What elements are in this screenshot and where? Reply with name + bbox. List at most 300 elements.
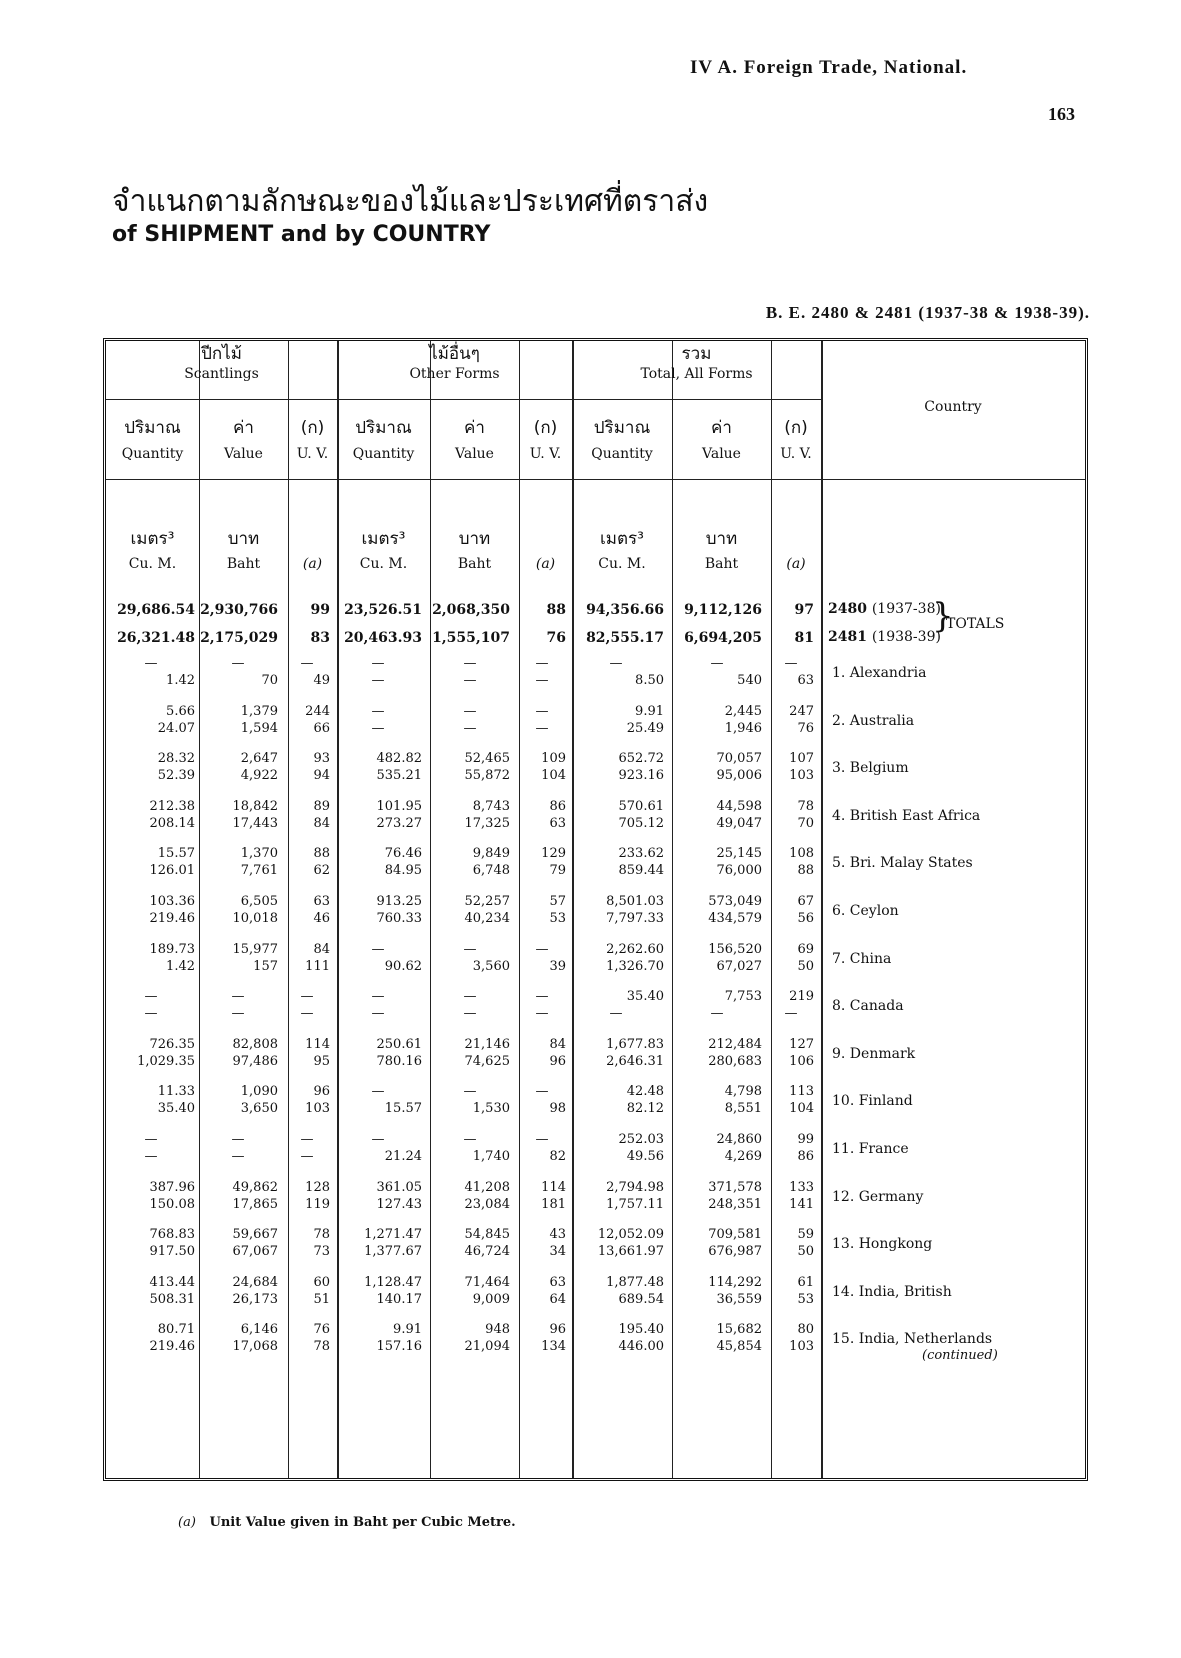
table-cell: 41,208 (464, 1180, 510, 1195)
table-cell: 114 (305, 1037, 330, 1052)
table-cell: 61 (797, 1275, 814, 1290)
table-cell: 3,560 (472, 959, 510, 974)
table-cell: 44,598 (716, 799, 762, 814)
table-cell: — (535, 704, 549, 719)
table-cell: 8,501.03 (606, 894, 664, 909)
table-cell: 9.91 (635, 704, 664, 719)
table-cell: 104 (789, 1101, 814, 1116)
table-cell: 9,009 (472, 1292, 510, 1307)
table-cell: 573,049 (708, 894, 762, 909)
table-cell: 482.82 (376, 751, 422, 766)
table-cell: 107 (789, 751, 814, 766)
country-name: 11. France (832, 1141, 909, 1157)
table-cell: 3,650 (240, 1101, 278, 1116)
table-cell: 917.50 (149, 1244, 195, 1259)
totals-year-2481: 2481 (1938-39) (828, 629, 941, 645)
table-cell: 10,018 (232, 911, 278, 926)
unit-qty-thai-1: เมตร³ (130, 529, 175, 549)
footnote-marker: (a) (178, 1515, 196, 1530)
table-cell: — (535, 721, 549, 736)
table-cell: — (609, 656, 623, 671)
table-cell: 127 (789, 1037, 814, 1052)
table-cell: 114,292 (708, 1275, 762, 1290)
table-cell: 93 (313, 751, 330, 766)
table-cell: 80.71 (157, 1322, 195, 1337)
table-cell: 8.50 (635, 673, 664, 688)
table-cell: — (463, 942, 477, 957)
table-cell: 60 (313, 1275, 330, 1290)
thai-title: จำแนกตามลักษณะของไม้และประเทศที่ตราส่ง (112, 184, 709, 219)
table-cell: 49 (313, 673, 330, 688)
table-cell: — (144, 989, 158, 1004)
table-cell: 17,325 (464, 816, 510, 831)
unit-val-en-2: Baht (457, 556, 492, 572)
table-cell: 15.57 (384, 1101, 422, 1116)
table-cell: 1,877.48 (606, 1275, 664, 1290)
country-name: 2. Australia (832, 713, 915, 729)
table-cell: — (300, 1006, 314, 1021)
table-cell: — (300, 1149, 314, 1164)
table-cell: 76 (313, 1322, 330, 1337)
table-cell: 98 (549, 1101, 566, 1116)
table-cell: 127.43 (376, 1197, 422, 1212)
table-cell: 1,090 (240, 1084, 278, 1099)
table-cell: 157.16 (376, 1339, 422, 1354)
table-cell: 84 (313, 816, 330, 831)
totals-year-2480: 2480 (1937-38) (828, 601, 941, 617)
table-cell: 26,173 (232, 1292, 278, 1307)
table-cell: 133 (789, 1180, 814, 1195)
table-cell: 1,530 (472, 1101, 510, 1116)
table-cell: — (231, 1132, 245, 1147)
table-cell: 46,724 (464, 1244, 510, 1259)
table-cell: 64 (549, 1292, 566, 1307)
table-cell: 676,987 (708, 1244, 762, 1259)
table-cell: 74,625 (464, 1054, 510, 1069)
table-cell: 1,594 (240, 721, 278, 736)
table-cell: 1,128.47 (364, 1275, 422, 1290)
country-name: 7. China (832, 951, 892, 967)
table-cell: 73 (313, 1244, 330, 1259)
table-cell: — (371, 1132, 385, 1147)
table-cell: 134 (541, 1339, 566, 1354)
table-cell: 35.40 (626, 989, 664, 1004)
table-cell: 45,854 (716, 1339, 762, 1354)
table-cell: 63 (797, 673, 814, 688)
page-number: 163 (1048, 104, 1075, 124)
subhead-value-thai-2: ค่า (464, 418, 485, 438)
table-cell: 2,646.31 (606, 1054, 664, 1069)
group-thai-scantlings: ปีกไม้ (201, 344, 242, 364)
table-cell: 36,559 (716, 1292, 762, 1307)
table-cell: 212,484 (708, 1037, 762, 1052)
table-cell: 40,234 (464, 911, 510, 926)
table-cell: 189.73 (149, 942, 195, 957)
table-cell: — (535, 989, 549, 1004)
table-cell: 2,445 (724, 704, 762, 719)
totals-cell: 26,321.48 (117, 630, 195, 646)
table-cell: 46 (313, 911, 330, 926)
unit-val-thai-1: บาท (227, 529, 260, 549)
table-cell: 760.33 (376, 911, 422, 926)
table-cell: — (535, 656, 549, 671)
table-cell: — (609, 1006, 623, 1021)
subhead-uv-thai-1: (ก) (300, 418, 325, 438)
unit-val-thai-2: บาท (458, 529, 491, 549)
table-cell: 21,146 (464, 1037, 510, 1052)
table-cell: 7,753 (724, 989, 762, 1004)
subhead-quantity-en-2: Quantity (352, 446, 415, 462)
country-header: Country (924, 399, 982, 415)
table-cell: — (144, 1006, 158, 1021)
table-cell: 15,682 (716, 1322, 762, 1337)
table-cell: 219.46 (149, 1339, 195, 1354)
table-cell: 25,145 (716, 846, 762, 861)
table-cell: 6,146 (240, 1322, 278, 1337)
unit-val-thai-3: บาท (705, 529, 738, 549)
table-cell: 101.95 (376, 799, 422, 814)
country-name: 3. Belgium (832, 760, 909, 776)
table-cell: 128 (305, 1180, 330, 1195)
table-cell: 67 (797, 894, 814, 909)
table-cell: — (300, 1132, 314, 1147)
unit-val-en-1: Baht (226, 556, 261, 572)
table-cell: — (535, 1006, 549, 1021)
unit-uv-3: (a) (786, 556, 806, 572)
table-cell: — (231, 656, 245, 671)
table-cell: 859.44 (618, 863, 664, 878)
table-cell: 4,798 (724, 1084, 762, 1099)
table-cell: 140.17 (376, 1292, 422, 1307)
table-cell: — (371, 1084, 385, 1099)
table-cell: 17,068 (232, 1339, 278, 1354)
table-cell: 50 (797, 1244, 814, 1259)
table-cell: 84.95 (384, 863, 422, 878)
table-cell: 1,326.70 (606, 959, 664, 974)
table-cell: — (144, 1149, 158, 1164)
table-cell: — (300, 989, 314, 1004)
table-cell: — (463, 721, 477, 736)
table-cell: 80 (797, 1322, 814, 1337)
table-cell: 2,647 (240, 751, 278, 766)
table-cell: 78 (797, 799, 814, 814)
table-cell: 11.33 (157, 1084, 195, 1099)
table-cell: 70,057 (716, 751, 762, 766)
country-name: 15. India, Netherlands (832, 1331, 993, 1347)
table-cell: 90.62 (384, 959, 422, 974)
table-cell: 88 (313, 846, 330, 861)
table-cell: 248,351 (708, 1197, 762, 1212)
table-cell: 535.21 (376, 768, 422, 783)
table-cell: 212.38 (149, 799, 195, 814)
table-cell: 82,808 (232, 1037, 278, 1052)
table-cell: 15.57 (157, 846, 195, 861)
unit-qty-en-1: Cu. M. (128, 556, 177, 572)
table-cell: 84 (549, 1037, 566, 1052)
table-cell: 99 (797, 1132, 814, 1147)
table-cell: 76.46 (384, 846, 422, 861)
totals-cell: 82,555.17 (586, 630, 664, 646)
running-head: IV A. Foreign Trade, National. (690, 57, 968, 78)
table-cell: 1.42 (166, 959, 195, 974)
table-cell: 250.61 (376, 1037, 422, 1052)
table-cell: 208.14 (149, 816, 195, 831)
country-name: 4. British East Africa (832, 808, 981, 824)
table-cell: 1,271.47 (364, 1227, 422, 1242)
table-cell: — (463, 1132, 477, 1147)
table-cell: — (371, 1006, 385, 1021)
table-cell: 371,578 (708, 1180, 762, 1195)
table-cell: 24,684 (232, 1275, 278, 1290)
table-cell: 84 (313, 942, 330, 957)
table-cell: 95 (313, 1054, 330, 1069)
table-cell: 63 (313, 894, 330, 909)
table-cell: 219 (789, 989, 814, 1004)
table-cell: — (371, 656, 385, 671)
table-cell: — (231, 1006, 245, 1021)
table-cell: 59 (797, 1227, 814, 1242)
subhead-value-thai-3: ค่า (711, 418, 732, 438)
table-cell: — (784, 656, 798, 671)
table-cell: 109 (541, 751, 566, 766)
table-cell: 42.48 (626, 1084, 664, 1099)
table-cell: 13,661.97 (597, 1244, 664, 1259)
country-name: 1. Alexandria (832, 665, 927, 681)
table-cell: 705.12 (618, 816, 664, 831)
table-cell: 195.40 (618, 1322, 664, 1337)
table-cell: 4,922 (240, 768, 278, 783)
table-cell: 689.54 (618, 1292, 664, 1307)
table-cell: 34 (549, 1244, 566, 1259)
table-cell: — (300, 656, 314, 671)
totals-cell: 81 (794, 630, 814, 646)
table-cell: 35.40 (157, 1101, 195, 1116)
table-cell: 8,743 (472, 799, 510, 814)
table-cell: 21.24 (384, 1149, 422, 1164)
table-cell: 923.16 (618, 768, 664, 783)
table-cell: 4,269 (724, 1149, 762, 1164)
table-cell: 96 (549, 1054, 566, 1069)
country-name: 10. Finland (832, 1093, 913, 1109)
table-cell: 57 (549, 894, 566, 909)
table-cell: 114 (541, 1180, 566, 1195)
table-cell: 24.07 (157, 721, 195, 736)
table-cell: 6,505 (240, 894, 278, 909)
totals-cell: 23,526.51 (344, 602, 422, 618)
table-cell: 141 (789, 1197, 814, 1212)
table-cell: 103 (305, 1101, 330, 1116)
table-cell: 97,486 (232, 1054, 278, 1069)
table-cell: 6,748 (472, 863, 510, 878)
table-cell: 21,094 (464, 1339, 510, 1354)
country-name: 13. Hongkong (832, 1236, 933, 1252)
table-cell: 446.00 (618, 1339, 664, 1354)
table-cell: — (784, 1006, 798, 1021)
totals-cell: 76 (546, 630, 566, 646)
subhead-quantity-en-3: Quantity (591, 446, 653, 462)
table-cell: 49,862 (232, 1180, 278, 1195)
unit-qty-en-2: Cu. M. (359, 556, 408, 572)
table-cell: 82 (549, 1149, 566, 1164)
country-name: 8. Canada (832, 998, 904, 1014)
table-cell: 247 (789, 704, 814, 719)
table-cell: 95,006 (716, 768, 762, 783)
trade-table (103, 338, 1088, 1481)
totals-brace: } (932, 596, 954, 636)
table-cell: 88 (797, 863, 814, 878)
table-cell: 913.25 (376, 894, 422, 909)
table-cell: 103.36 (149, 894, 195, 909)
table-cell: 9.91 (393, 1322, 422, 1337)
group-en-total: Total, All Forms (640, 366, 753, 382)
table-cell: 94 (313, 768, 330, 783)
table-cell: 86 (549, 799, 566, 814)
table-cell: 1,946 (724, 721, 762, 736)
table-cell: — (231, 1149, 245, 1164)
table-cell: — (463, 673, 477, 688)
table-cell: 157 (253, 959, 278, 974)
table-cell: 59,667 (232, 1227, 278, 1242)
group-thai-total: รวม (681, 344, 712, 364)
table-cell: 150.08 (149, 1197, 195, 1212)
table-cell: 67,027 (716, 959, 762, 974)
table-cell: 108 (789, 846, 814, 861)
table-cell: — (710, 1006, 724, 1021)
country-name: 14. India, British (832, 1284, 952, 1300)
table-cell: 53 (549, 911, 566, 926)
table-cell: 726.35 (149, 1037, 195, 1052)
table-cell: — (371, 721, 385, 736)
totals-label: TOTALS (946, 616, 1005, 632)
table-cell: 244 (305, 704, 330, 719)
table-cell: 113 (789, 1084, 814, 1099)
period-heading: B. E. 2480 & 2481 (1937-38 & 1938-39). (765, 303, 1090, 322)
table-cell: 508.31 (149, 1292, 195, 1307)
table-cell: 156,520 (708, 942, 762, 957)
table-cell: 49,047 (716, 816, 762, 831)
subhead-quantity-en-1: Quantity (121, 446, 184, 462)
table-cell: — (535, 942, 549, 957)
totals-cell: 2,930,766 (200, 602, 278, 618)
subhead-quantity-thai-2: ปริมาณ (355, 418, 412, 438)
table-cell: 129 (541, 846, 566, 861)
table-cell: 76 (797, 721, 814, 736)
table-cell: 39 (549, 959, 566, 974)
table-cell: 66 (313, 721, 330, 736)
table-cell: 280,683 (708, 1054, 762, 1069)
totals-cell: 88 (546, 602, 566, 618)
table-cell: 56 (797, 911, 814, 926)
table-cell: 55,872 (464, 768, 510, 783)
table-cell: — (231, 989, 245, 1004)
table-cell: — (463, 656, 477, 671)
table-cell: 15,977 (232, 942, 278, 957)
table-cell: — (144, 1132, 158, 1147)
table-cell: — (371, 942, 385, 957)
totals-cell: 1,555,107 (432, 630, 510, 646)
table-cell: — (371, 704, 385, 719)
totals-cell: 94,356.66 (586, 602, 664, 618)
table-cell: 1.42 (166, 673, 195, 688)
table-cell: 1,377.67 (364, 1244, 422, 1259)
table-cell: 181 (541, 1197, 566, 1212)
totals-cell: 29,686.54 (117, 602, 195, 618)
table-cell: 51 (313, 1292, 330, 1307)
table-cell: 252.03 (618, 1132, 664, 1147)
continued-note: (continued) (922, 1348, 998, 1363)
table-cell: 540 (737, 673, 762, 688)
table-cell: 69 (797, 942, 814, 957)
table-cell: 71,464 (464, 1275, 510, 1290)
table-cell: 2,262.60 (606, 942, 664, 957)
table-cell: 63 (549, 816, 566, 831)
table-cell: — (463, 1084, 477, 1099)
table-cell: — (535, 673, 549, 688)
table-cell: 7,797.33 (606, 911, 664, 926)
table-cell: 780.16 (376, 1054, 422, 1069)
table-cell: 104 (541, 768, 566, 783)
table-cell: 79 (549, 863, 566, 878)
table-cell: 103 (789, 768, 814, 783)
footnote (178, 1515, 778, 1530)
table-cell: 70 (261, 673, 278, 688)
table-cell: — (463, 704, 477, 719)
table-cell: 49.56 (626, 1149, 664, 1164)
unit-qty-en-3: Cu. M. (598, 556, 646, 572)
totals-cell: 20,463.93 (344, 630, 422, 646)
table-cell: — (710, 656, 724, 671)
table-cell: 50 (797, 959, 814, 974)
table-cell: — (535, 1132, 549, 1147)
table-cell: 434,579 (708, 911, 762, 926)
subhead-value-thai-1: ค่า (233, 418, 254, 438)
subhead-value-en-1: Value (224, 446, 263, 462)
subhead-uv-thai-3: (ก) (784, 418, 808, 438)
table-cell: 78 (313, 1339, 330, 1354)
table-cell: 7,761 (240, 863, 278, 878)
table-cell: 9,849 (472, 846, 510, 861)
country-name: 9. Denmark (832, 1046, 916, 1062)
table-cell: — (371, 989, 385, 1004)
table-cell: 62 (313, 863, 330, 878)
table-cell: 67,067 (232, 1244, 278, 1259)
table-cell: 63 (549, 1275, 566, 1290)
table-cell: 86 (797, 1149, 814, 1164)
group-en-other: Other Forms (409, 366, 500, 382)
table-cell: 70 (797, 816, 814, 831)
table-cell: 96 (313, 1084, 330, 1099)
table-cell: 8,551 (724, 1101, 762, 1116)
table-cell: 273.27 (376, 816, 422, 831)
totals-cell: 83 (310, 630, 330, 646)
country-name: 5. Bri. Malay States (832, 855, 973, 871)
totals-cell: 97 (794, 602, 814, 618)
table-cell: 1,379 (240, 704, 278, 719)
table-cell: 43 (549, 1227, 566, 1242)
table-cell: 54,845 (464, 1227, 510, 1242)
table-cell: — (371, 673, 385, 688)
table-cell: 24,860 (716, 1132, 762, 1147)
unit-qty-thai-2: เมตร³ (361, 529, 406, 549)
totals-cell: 2,175,029 (200, 630, 278, 646)
table-cell: 219.46 (149, 911, 195, 926)
subhead-value-en-3: Value (702, 446, 741, 462)
country-name: 12. Germany (832, 1189, 924, 1205)
subhead-quantity-thai-3: ปริมาณ (593, 418, 651, 438)
table-cell: 119 (305, 1197, 330, 1212)
table-cell: 570.61 (618, 799, 664, 814)
table-cell: 17,865 (232, 1197, 278, 1212)
